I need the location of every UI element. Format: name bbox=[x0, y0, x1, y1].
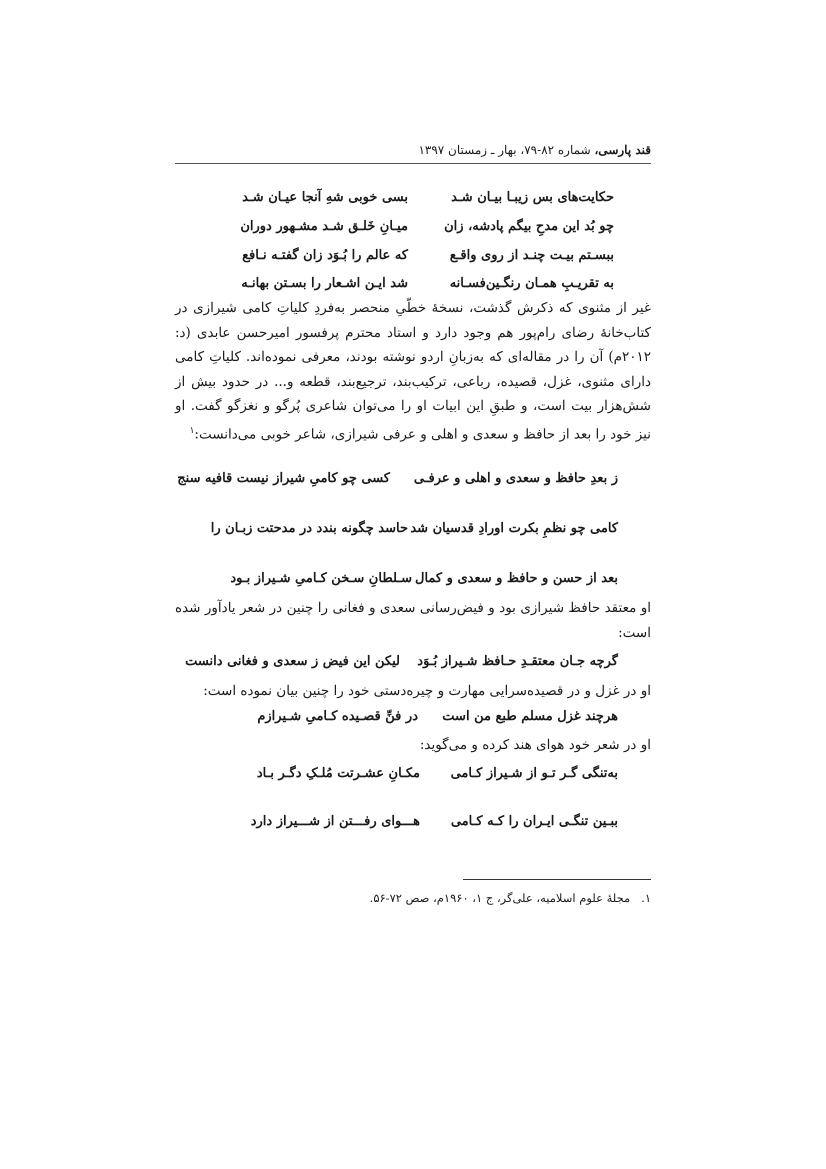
hemistich-second: کسی چو کامیِ شیراز نیست قافیه سنج bbox=[177, 471, 390, 486]
hemistich-first: ببـین تنگـی ایـران را کـه کـامی bbox=[450, 814, 618, 829]
verse-couplet bbox=[177, 467, 618, 491]
paragraph bbox=[175, 296, 651, 447]
verse-couplet bbox=[234, 186, 614, 210]
verse-couplet bbox=[234, 810, 618, 834]
hemistich-second: لیکن این فیض ز سعدی و فغانی دانست bbox=[185, 654, 400, 669]
paragraph bbox=[175, 679, 651, 704]
hemistich-first: بعد از حسن و حافظ و سعدی و کمال bbox=[415, 571, 618, 586]
footnote-ref: ۱ bbox=[189, 425, 195, 436]
verse-couplet bbox=[234, 762, 618, 786]
verse-couplet bbox=[234, 215, 614, 239]
verse-couplet bbox=[200, 517, 618, 541]
hemistich-second: شد ایـن اشـعار را بسـتن بهانـه bbox=[241, 276, 408, 291]
hemistich-second: حاسد چگونه بندد در مدحتت زبـان را bbox=[210, 521, 408, 536]
hemistich-first: حکایت‌های بس زیبـا بیـان شـد bbox=[451, 190, 614, 205]
issue-info: شماره ۸۲-۷۹، بهار ـ زمستان ۱۳۹۷ bbox=[418, 143, 595, 157]
hemistich-second: بسی خوبی شهِ آنجا عیـان شـد bbox=[242, 190, 408, 205]
hemistich-first: به تقریـبِ همـان رنگـین‌فسـانه bbox=[449, 276, 614, 291]
hemistich-first: ببسـتم بیـت چنـد از روی واقـع bbox=[449, 248, 614, 263]
hemistich-second: هـــوای رفـــتن از شـــیراز دارد bbox=[250, 814, 420, 829]
hemistich-second: مکـانِ عشـرتت مُلـکِ دگـر بـاد bbox=[256, 766, 420, 781]
hemistich-first: کامی چو نظمِ بکرت اورادِ قدسیان شد bbox=[410, 521, 618, 536]
hemistich-first: به‌تنگی گـر تـو از شـیراز کـامی bbox=[450, 766, 618, 781]
hemistich-first: چو بُد این مدحِ بیگم پادشه، زان bbox=[444, 219, 614, 234]
verse-couplet bbox=[234, 272, 614, 296]
hemistich-first: ز بعدِ حافظ و سعدی و اهلی و عرفـی bbox=[413, 471, 618, 486]
footnote-rule bbox=[463, 879, 651, 880]
verse-couplet bbox=[200, 567, 618, 591]
hemistich-second: در فنِّ قصـیده کـامیِ شـیرازم bbox=[257, 709, 418, 724]
hemistich-second: سـلطانِ سـخن کـامیِ شـیراز بـود bbox=[230, 571, 412, 586]
paragraph bbox=[175, 596, 651, 645]
journal-name: قند پارسی، bbox=[594, 143, 651, 157]
footnote-number: ۱. bbox=[641, 891, 651, 905]
paragraph-text: غیر از مثنوی که ذکرش گذشت، نسخهٔ خطّیِ منحصر به‌فردِ کلیاتِ کامی شیرازی در کتاب‌خانهٔ رضای رام‌پور هم وجود دارد و استاد محترم پرفسور امیرحسن عابدی (د: ۲۰۱۲م) آن را در مقاله‌ای که به‌زبانِ اردو نوشته بودند، معرفی نموده‌اند. کلیاتِ کامی دارای مثنوی، غزل، قصیده، رباعی، ترکیب‌بند، ترجیع‌بند، قطعه و... در حدود بیش از شش‌هزار بیت است، و طبقِ این ابیات او را می‌توان شاعری پُرگو و نغزگو گفت. او نیز خود را بعد از حافظ و سعدی و اهلی و عرفی شیرازی، شاعر خوبی می‌دانست: bbox=[175, 300, 651, 442]
hemistich-second: که عالم را بُـوَد زان گفتـه نـافع bbox=[242, 248, 408, 263]
paragraph-text: او در شعر خود هوای هند کرده و می‌گوید: bbox=[419, 737, 651, 753]
running-header bbox=[175, 141, 651, 159]
header-rule bbox=[175, 163, 651, 164]
verse-couplet bbox=[250, 705, 618, 729]
hemistich-second: میـانِ خَلـق شـد مشـهور دوران bbox=[240, 219, 408, 234]
footnote bbox=[175, 888, 651, 908]
paragraph-text: او در غزل و در قصیده‌سرایی مهارت و چیره‌دستی خود را چنین بیان نموده است: bbox=[203, 683, 651, 699]
verse-couplet bbox=[185, 650, 618, 674]
paragraph bbox=[175, 733, 651, 758]
hemistich-first: گرچه جـان معتقـدِ حـافظ شـیراز بُـوَد bbox=[417, 654, 618, 669]
verse-couplet bbox=[234, 244, 614, 268]
paragraph-text: او معتقد حافظ شیرازی بود و فیض‌رسانی سعدی و فغانی را چنین در شعر یادآور شده است: bbox=[175, 600, 651, 641]
hemistich-first: هرچند غزل مسلم طبع من است bbox=[442, 709, 618, 724]
footnote-text: مجلهٔ علوم اسلامیه، علی‌گر، ج ۱، ۱۹۶۰م، صص ۷۲-۵۶. bbox=[369, 891, 631, 905]
